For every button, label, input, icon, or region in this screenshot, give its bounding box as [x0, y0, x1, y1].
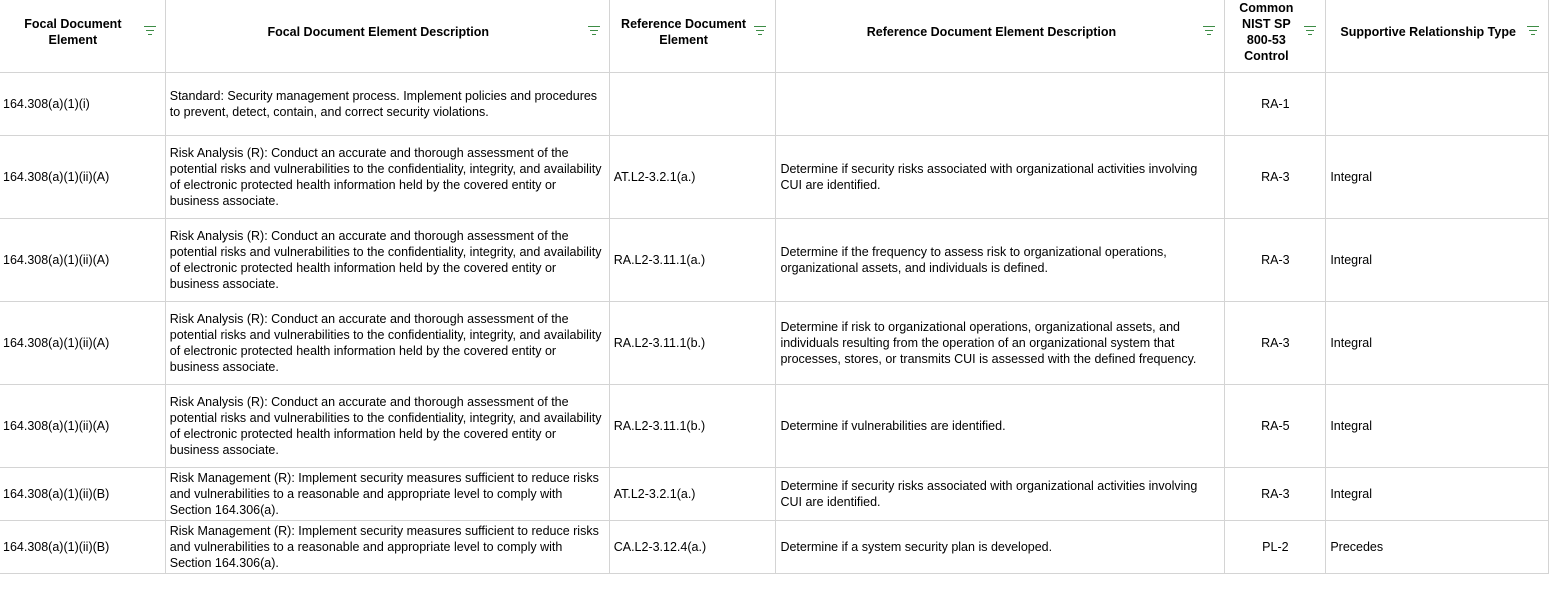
cell-reference-description[interactable]: Determine if the frequency to assess risk to organizational operations, organizational assets, and individuals is defined.	[776, 219, 1225, 302]
table-row	[0, 521, 1549, 574]
filter-icon[interactable]	[1527, 26, 1539, 38]
cell-relationship-type[interactable]: Integral	[1326, 385, 1549, 468]
cell-relationship-type[interactable]: Precedes	[1326, 521, 1549, 574]
column-header-relationship-type	[1326, 0, 1549, 73]
column-header-focal-element	[0, 0, 165, 73]
cell-reference-description[interactable]: Determine if security risks associated with organizational activities involving CUI are identified.	[776, 136, 1225, 219]
cell-reference-description[interactable]: Determine if a system security plan is developed.	[776, 521, 1225, 574]
filter-icon[interactable]	[1203, 26, 1215, 38]
cell-reference-element[interactable]: RA.L2-3.11.1(a.)	[609, 219, 776, 302]
cell-focal-description[interactable]: Risk Analysis (R): Conduct an accurate and thorough assessment of the potential risks and vulnerabilities to the confidentiality, integrity, and availability of electronic protected health information held by the covered entity or business associate.	[165, 219, 609, 302]
cell-reference-element[interactable]	[609, 73, 776, 136]
header-label: Focal Document Element Description	[267, 24, 490, 39]
cell-relationship-type[interactable]: Integral	[1326, 302, 1549, 385]
filter-icon[interactable]	[144, 26, 156, 38]
header-label: Reference Document Element Description	[866, 24, 1117, 39]
cell-focal-element[interactable]: 164.308(a)(1)(ii)(B)	[0, 521, 165, 574]
cell-focal-element[interactable]: 164.308(a)(1)(ii)(A)	[0, 385, 165, 468]
cell-nist-control[interactable]: RA-3	[1225, 136, 1326, 219]
cell-focal-description[interactable]: Risk Management (R): Implement security measures sufficient to reduce risks and vulnerabilities to a reasonable and appropriate level to comply with Section 164.306(a).	[165, 521, 609, 574]
column-header-reference-description	[776, 0, 1225, 73]
column-header-focal-description	[165, 0, 609, 73]
cell-focal-element[interactable]: 164.308(a)(1)(ii)(A)	[0, 219, 165, 302]
header-label: Common NIST SP 800-53 Control	[1239, 0, 1294, 63]
cell-nist-control[interactable]: RA-5	[1225, 385, 1326, 468]
filter-icon[interactable]	[588, 26, 600, 38]
cell-focal-description[interactable]: Risk Analysis (R): Conduct an accurate and thorough assessment of the potential risks and vulnerabilities to the confidentiality, integrity, and availability of electronic protected health information held by the covered entity or business associate.	[165, 302, 609, 385]
table-row	[0, 136, 1549, 219]
cell-focal-element[interactable]: 164.308(a)(1)(i)	[0, 73, 165, 136]
cell-nist-control[interactable]: PL-2	[1225, 521, 1326, 574]
table-row	[0, 302, 1549, 385]
cell-focal-description[interactable]: Risk Management (R): Implement security measures sufficient to reduce risks and vulnerabilities to a reasonable and appropriate level to comply with Section 164.306(a).	[165, 468, 609, 521]
header-label: Supportive Relationship Type	[1340, 24, 1516, 39]
cell-nist-control[interactable]: RA-3	[1225, 468, 1326, 521]
cell-nist-control[interactable]: RA-3	[1225, 302, 1326, 385]
header-row	[0, 0, 1549, 73]
cell-reference-element[interactable]: CA.L2-3.12.4(a.)	[609, 521, 776, 574]
cell-relationship-type[interactable]	[1326, 73, 1549, 136]
cell-reference-element[interactable]: AT.L2-3.2.1(a.)	[609, 468, 776, 521]
table-row	[0, 73, 1549, 136]
cell-relationship-type[interactable]: Integral	[1326, 136, 1549, 219]
cell-focal-description[interactable]: Standard: Security management process. Implement policies and procedures to prevent, detect, contain, and correct security violations.	[165, 73, 609, 136]
cell-focal-description[interactable]: Risk Analysis (R): Conduct an accurate and thorough assessment of the potential risks and vulnerabilities to the confidentiality, integrity, and availability of electronic protected health information held by the covered entity or business associate.	[165, 385, 609, 468]
cell-focal-description[interactable]: Risk Analysis (R): Conduct an accurate and thorough assessment of the potential risks and vulnerabilities to the confidentiality, integrity, and availability of electronic protected health information held by the covered entity or business associate.	[165, 136, 609, 219]
cell-focal-element[interactable]: 164.308(a)(1)(ii)(A)	[0, 136, 165, 219]
cell-reference-element[interactable]: RA.L2-3.11.1(b.)	[609, 385, 776, 468]
column-header-reference-element	[609, 0, 776, 73]
cell-nist-control[interactable]: RA-1	[1225, 73, 1326, 136]
filter-icon[interactable]	[754, 26, 766, 38]
cell-relationship-type[interactable]: Integral	[1326, 219, 1549, 302]
cell-reference-description[interactable]: Determine if security risks associated with organizational activities involving CUI are identified.	[776, 468, 1225, 521]
cell-reference-description[interactable]: Determine if risk to organizational operations, organizational assets, and individuals resulting from the operation of an organizational system that processes, stores, or transmits CUI is assessed with the defined frequency.	[776, 302, 1225, 385]
cell-relationship-type[interactable]: Integral	[1326, 468, 1549, 521]
table-row	[0, 219, 1549, 302]
cell-reference-element[interactable]: AT.L2-3.2.1(a.)	[609, 136, 776, 219]
cell-reference-description[interactable]	[776, 73, 1225, 136]
table-row	[0, 468, 1549, 521]
header-label: Reference Document Element	[621, 16, 747, 47]
cell-nist-control[interactable]: RA-3	[1225, 219, 1326, 302]
filter-icon[interactable]	[1304, 26, 1316, 38]
cell-reference-element[interactable]: RA.L2-3.11.1(b.)	[609, 302, 776, 385]
header-label: Focal Document Element	[24, 16, 122, 47]
column-header-nist-control	[1225, 0, 1326, 73]
cell-focal-element[interactable]: 164.308(a)(1)(ii)(A)	[0, 302, 165, 385]
cell-focal-element[interactable]: 164.308(a)(1)(ii)(B)	[0, 468, 165, 521]
cell-reference-description[interactable]: Determine if vulnerabilities are identified.	[776, 385, 1225, 468]
table-row	[0, 385, 1549, 468]
